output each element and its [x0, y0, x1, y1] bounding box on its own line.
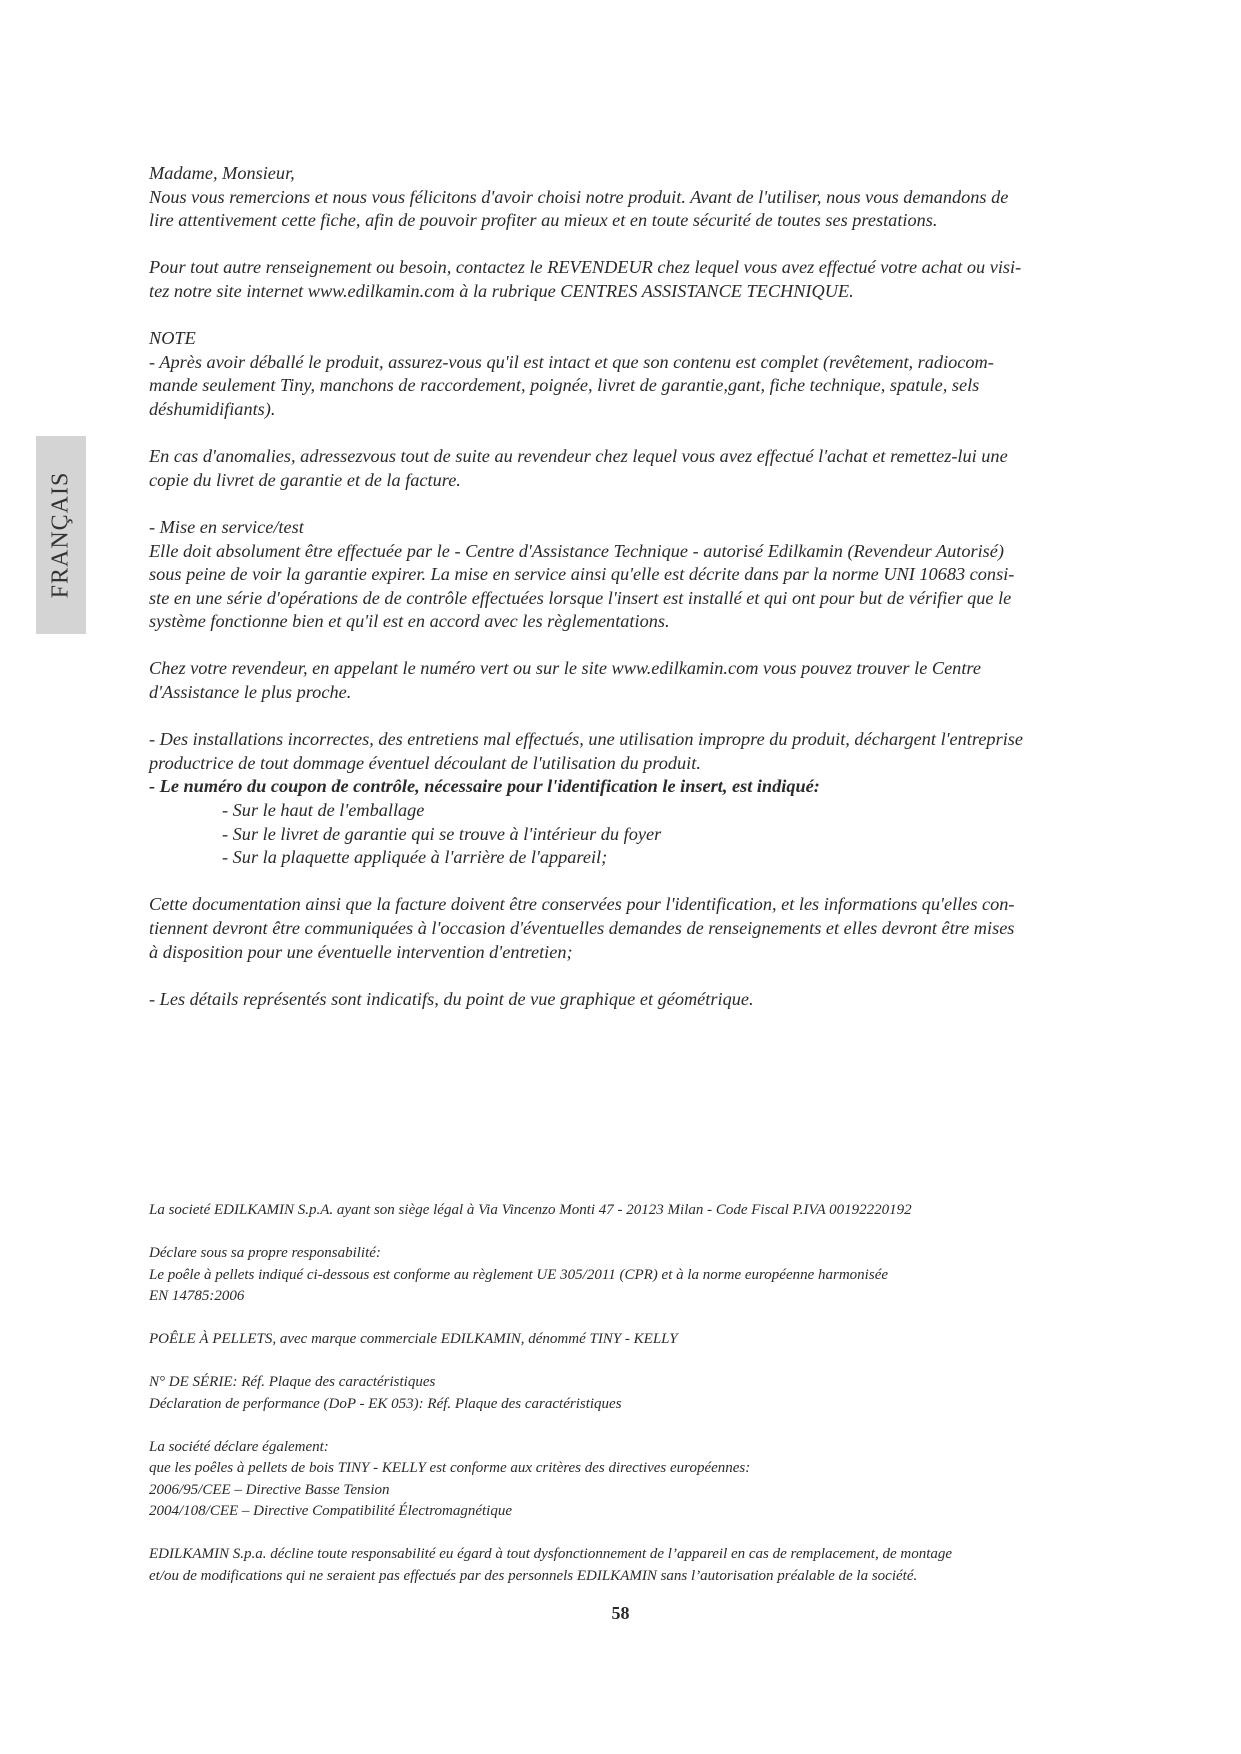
dealer-line: Chez votre revendeur, en appelant le numéro vert ou sur le site www.edilkamin.com vous pouvez trouver le Centre: [149, 658, 981, 679]
coupon-location-item: - Sur le livret de garantie qui se trouve à l'intérieur du foyer: [222, 823, 662, 844]
coupon-location-item: - Sur la plaquette appliquée à l'arrière de l'appareil;: [222, 847, 608, 868]
language-tab-label: FRANÇAIS: [47, 471, 74, 599]
serial-line: N° DE SÉRIE: Réf. Plaque des caractéristiques: [149, 1374, 436, 1390]
installation-line: productrice de tout dommage éventuel découlant de l'utilisation du produit.: [149, 752, 701, 773]
service-line: sous peine de voir la garantie expirer. La mise en service ainsi qu'elle est décrite dans par la norme UNI 10683 consi-: [149, 564, 1015, 585]
product-line: POÊLE À PELLETS, avec marque commerciale EDILKAMIN, dénommé TINY - KELLY: [149, 1331, 678, 1347]
intro-line: Nous vous remercions et nous vous félicitons d'avoir choisi notre produit. Avant de l'utiliser, nous vous demandons de: [149, 186, 1009, 207]
contact-line: Pour tout autre renseignement ou besoin, contactez le REVENDEUR chez lequel vous avez effectué votre achat ou visi-: [149, 257, 1022, 278]
main-text: [149, 162, 1094, 1011]
coupon-heading: - Le numéro du coupon de contrôle, nécessaire pour l'identification le insert, est indiqué:: [149, 776, 820, 797]
dealer-line: d'Assistance le plus proche.: [149, 682, 352, 703]
greeting: Madame, Monsieur,: [149, 163, 295, 183]
contact-line: tez notre site internet www.edilkamin.com à la rubrique CENTRES ASSISTANCE TECHNIQUE.: [149, 280, 854, 301]
details-line: - Les détails représentés sont indicatifs, du point de vue graphique et géométrique.: [149, 988, 754, 1009]
also-line: que les poêles à pellets de bois TINY - KELLY est conforme aux critères des directives européennes:: [149, 1460, 751, 1476]
declares-line: Le poêle à pellets indiqué ci-dessous est conforme au règlement UE 305/2011 (CPR) et à la norme européenne harmonisée: [149, 1266, 889, 1283]
documentation-line: Cette documentation ainsi que la facture doivent être conservées pour l'identification, et les informations qu'elles con-: [149, 894, 1015, 915]
company-line: La societé EDILKAMIN S.p.A. ayant son siège légal à Via Vincenzo Monti 47 - 20123 Milan - Code Fiscal P.IVA 00192220192: [149, 1202, 912, 1218]
directive-line: 2006/95/CEE – Directive Basse Tension: [149, 1481, 390, 1498]
note-line: déshumidifiants).: [149, 398, 276, 419]
disclaimer-line: et/ou de modifications qui ne seraient pas effectués par des personnels EDILKAMIN sans l’autorisation préalable de la société.: [149, 1567, 918, 1584]
also-title: La société déclare également:: [149, 1438, 329, 1455]
declares-title: Déclare sous sa propre responsabilité:: [149, 1245, 381, 1261]
service-line: Elle doit absolument être effectuée par le - Centre d'Assistance Technique - autorisé Edilkamin (Revendeur Autorisé): [149, 540, 1004, 561]
service-line: ste en une série d'opérations de de contrôle effectuées lorsque l'insert est installé et qui ont pour but de vérifier que le: [149, 587, 1012, 608]
directive-line: 2004/108/CEE – Directive Compatibilité Électromagnétique: [149, 1503, 512, 1519]
declaration-of-conformity: [149, 1200, 1094, 1587]
note-title: NOTE: [149, 328, 196, 349]
anomalies-line: En cas d'anomalies, adressezvous tout de suite au revendeur chez lequel vous avez effectué l'achat et remettez-lui une: [149, 446, 1008, 467]
anomalies-line: copie du livret de garantie et de la facture.: [149, 469, 461, 490]
note-line: - Après avoir déballé le produit, assurez-vous qu'il est intact et que son contenu est complet (revêtement, radiocom-: [149, 351, 994, 372]
installation-line: - Des installations incorrectes, des entretiens mal effectués, une utilisation impropre du produit, déchargent l'entreprise: [149, 729, 1023, 750]
documentation-line: à disposition pour une éventuelle intervention d'entretien;: [149, 941, 573, 962]
page-number: 58: [611, 1603, 630, 1623]
language-tab: [36, 436, 86, 634]
performance-line: Déclaration de performance (DoP - EK 053): Réf. Plaque des caractéristiques: [149, 1395, 622, 1412]
note-line: mande seulement Tiny, manchons de raccordement, poignée, livret de garantie,gant, fiche technique, spatule, sels: [149, 375, 980, 396]
intro-line: lire attentivement cette fiche, afin de pouvoir profiter au mieux et en toute sécurité de toutes ses prestations.: [149, 210, 938, 231]
documentation-line: tiennent devront être communiquées à l'occasion d'éventuelles demandes de renseignements et elles devront être mises: [149, 918, 1015, 938]
disclaimer-line: EDILKAMIN S.p.a. décline toute responsabilité eu égard à tout dysfonctionnement de l’appareil en cas de remplacement, de montage: [149, 1546, 953, 1562]
coupon-location-item: - Sur le haut de l'emballage: [222, 800, 425, 821]
declares-line: EN 14785:2006: [149, 1288, 245, 1304]
service-title: - Mise en service/test: [149, 516, 304, 537]
service-line: système fonctionne bien et qu'il est en accord avec les règlementations.: [149, 611, 670, 632]
